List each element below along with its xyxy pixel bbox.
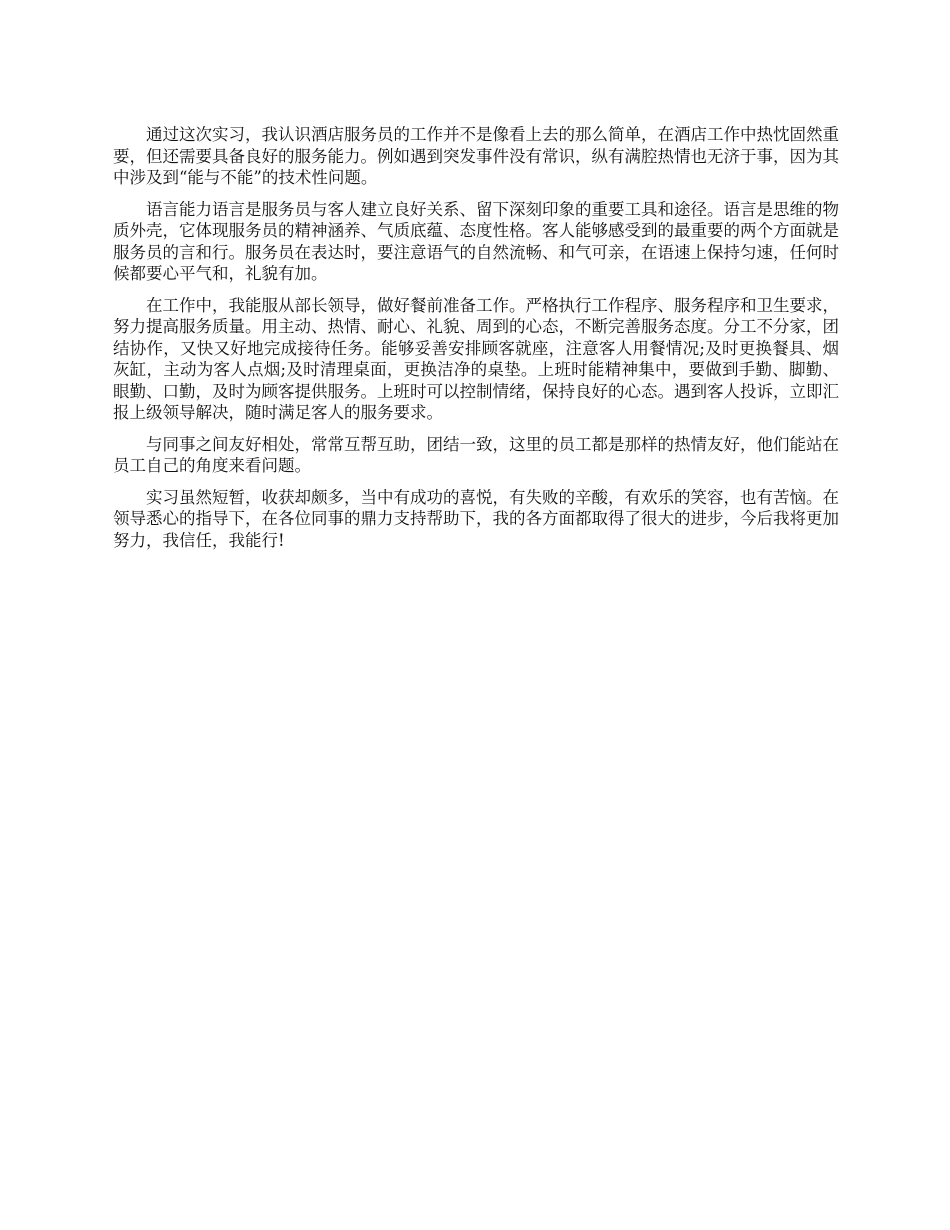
document-body	[113, 124, 839, 561]
paragraph-work-duties: 在工作中，我能服从部长领导，做好餐前准备工作。严格执行工作程序、服务程序和卫生要求，努力提高服务质量。用主动、热情、耐心、礼貌、周到的心态，不断完善服务态度。分工不分家，团结协作，又快又好地完成接待任务。能够妥善安排顾客就座，注意客人用餐情况;及时更换餐具、烟灰缸，主动为客人点烟;及时清理桌面，更换洁净的桌垫。上班时能精神集中，要做到手勤、脚勤、眼勤、口勤，及时为顾客提供服务。上班时可以控制情绪，保持良好的心态。遇到客人投诉，立即汇报上级领导解决，随时满足客人的服务要求。	[113, 295, 839, 422]
paragraph-internship-overview: 通过这次实习，我认识酒店服务员的工作并不是像看上去的那么简单，在酒店工作中热忱固然重要，但还需要具备良好的服务能力。例如遇到突发事件没有常识，纵有满腔热情也无济于事，因为其中涉及到“能与不能”的技术性问题。	[113, 125, 839, 187]
paragraph-colleagues: 与同事之间友好相处，常常互帮互助，团结一致，这里的员工都是那样的热情友好，他们能站在员工自己的角度来看问题。	[113, 434, 839, 475]
paragraph-language-ability: 语言能力语言是服务员与客人建立良好关系、留下深刻印象的重要工具和途径。语言是思维的物质外壳，它体现服务员的精神涵养、气质底蕴、态度性格。客人能够感受到的最重要的两个方面就是服务员的言和行。服务员在表达时，要注意语气的自然流畅、和气可亲，在语速上保持匀速，任何时候都要心平气和，礼貌有加。	[113, 199, 839, 283]
paragraph-conclusion: 实习虽然短暂，收获却颇多，当中有成功的喜悦，有失败的辛酸，有欢乐的笑容，也有苦恼。在领导悉心的指导下，在各位同事的鼎力支持帮助下，我的各方面都取得了很大的进步，今后我将更加努力，我信任，我能行!	[113, 487, 839, 550]
